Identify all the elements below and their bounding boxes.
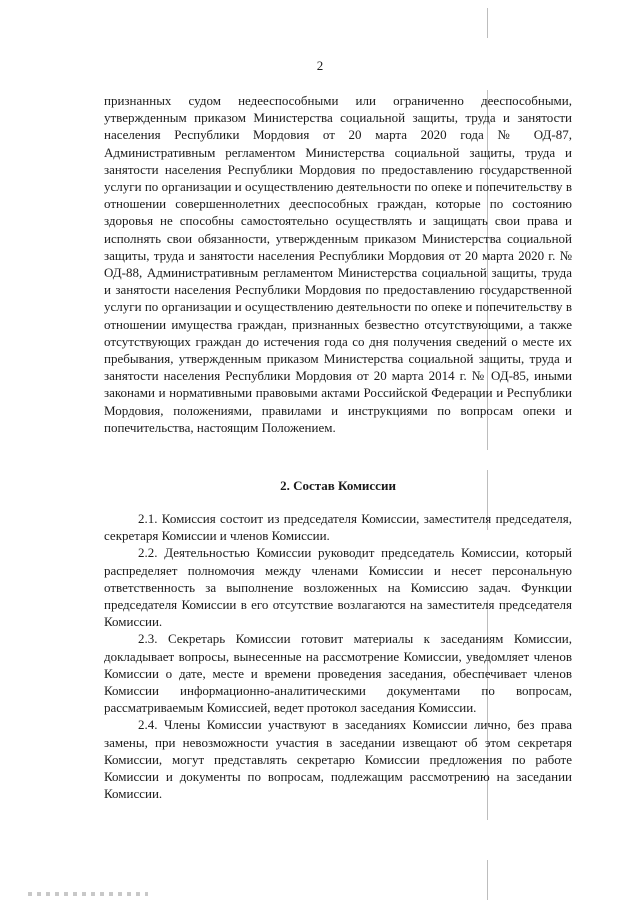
paragraph-2-2: 2.2. Деятельностью Комиссии руководит председатель Комиссии, который распределяет полномочия между членами Комиссии и несет персональную ответственность за выполнение возложенных на Комиссию задач. Функции председателя Комиссии в его отсутствие возлагаются на заместителя председателя Комиссии. — [104, 545, 572, 630]
paragraph-2-1: 2.1. Комиссия состоит из председателя Комиссии, заместителя председателя, секретаря Комиссии и членов Комиссии. — [104, 511, 572, 544]
scan-artifact-line — [487, 8, 488, 38]
intro-text-block — [104, 92, 572, 436]
page-number: 2 — [316, 58, 324, 73]
scan-footer-artifact — [28, 892, 148, 896]
intro-paragraph: признанных судом недееспособными или ограниченно дееспособными, утвержденным приказом Министерства социальной защиты, труда и занятости населения Республики Мордовия от 20 марта 2020 года № ОД-87, Административным регламентом Министерства социальной защиты, труда и занятости населения Республики Мордовия по предоставлению государственной услуги по организации и осуществлению деятельности по опеке и попечительству в отношении совершеннолетних дееспособных граждан, которые по состоянию здоровья не способны самостоятельно осуществлять и защищать свои права и исполнять свои обязанности, утвержденным приказом Министерства социальной защиты, труда и занятости населения Республики Мордовия от 20 марта 2020 г. № ОД-88, Административным регламентом Министерства социальной защиты, труда и занятости населения Республики Мордовия по предоставлению государственной услуги по организации и осуществлению деятельности по опеке и попечительству в отношении имущества граждан, признанных безвестно отсутствующими, а также отсутствующих граждан до истечения года со дня получения сведений о месте их пребывания, утвержденным приказом Министерства социальной защиты, труда и занятости населения Республики Мордовия от 20 марта 2014 г. № ОД-85, иными законами и нормативными правовыми актами Российской Федерации и Республики Мордовия, положениями, правилами и инструкциями по вопросам опеки и попечительства, настоящим Положением. — [104, 93, 572, 435]
paragraph-2-4: 2.4. Члены Комиссии участвуют в заседаниях Комиссии лично, без права замены, при невозможности участия в заседании извещают об этом секретаря Комиссии, могут представлять секретарю Комиссии предложения по работе Комиссии и документы по вопросам, подлежащим рассмотрению на заседании Комиссии. — [104, 717, 572, 802]
paragraph-2-3: 2.3. Секретарь Комиссии готовит материалы к заседаниям Комиссии, докладывает вопросы, вынесенные на рассмотрение Комиссии, уведомляет членов Комиссии о дате, месте и времени проведения заседания, обеспечивает членов Комиссии информационно-аналитическими документами по вопросам, рассматриваемым Комиссией, ведет протокол заседания Комиссии. — [104, 631, 572, 716]
section-body — [104, 510, 572, 802]
section-heading: 2. Состав Комиссии — [280, 478, 396, 493]
scan-artifact-line — [487, 860, 488, 900]
